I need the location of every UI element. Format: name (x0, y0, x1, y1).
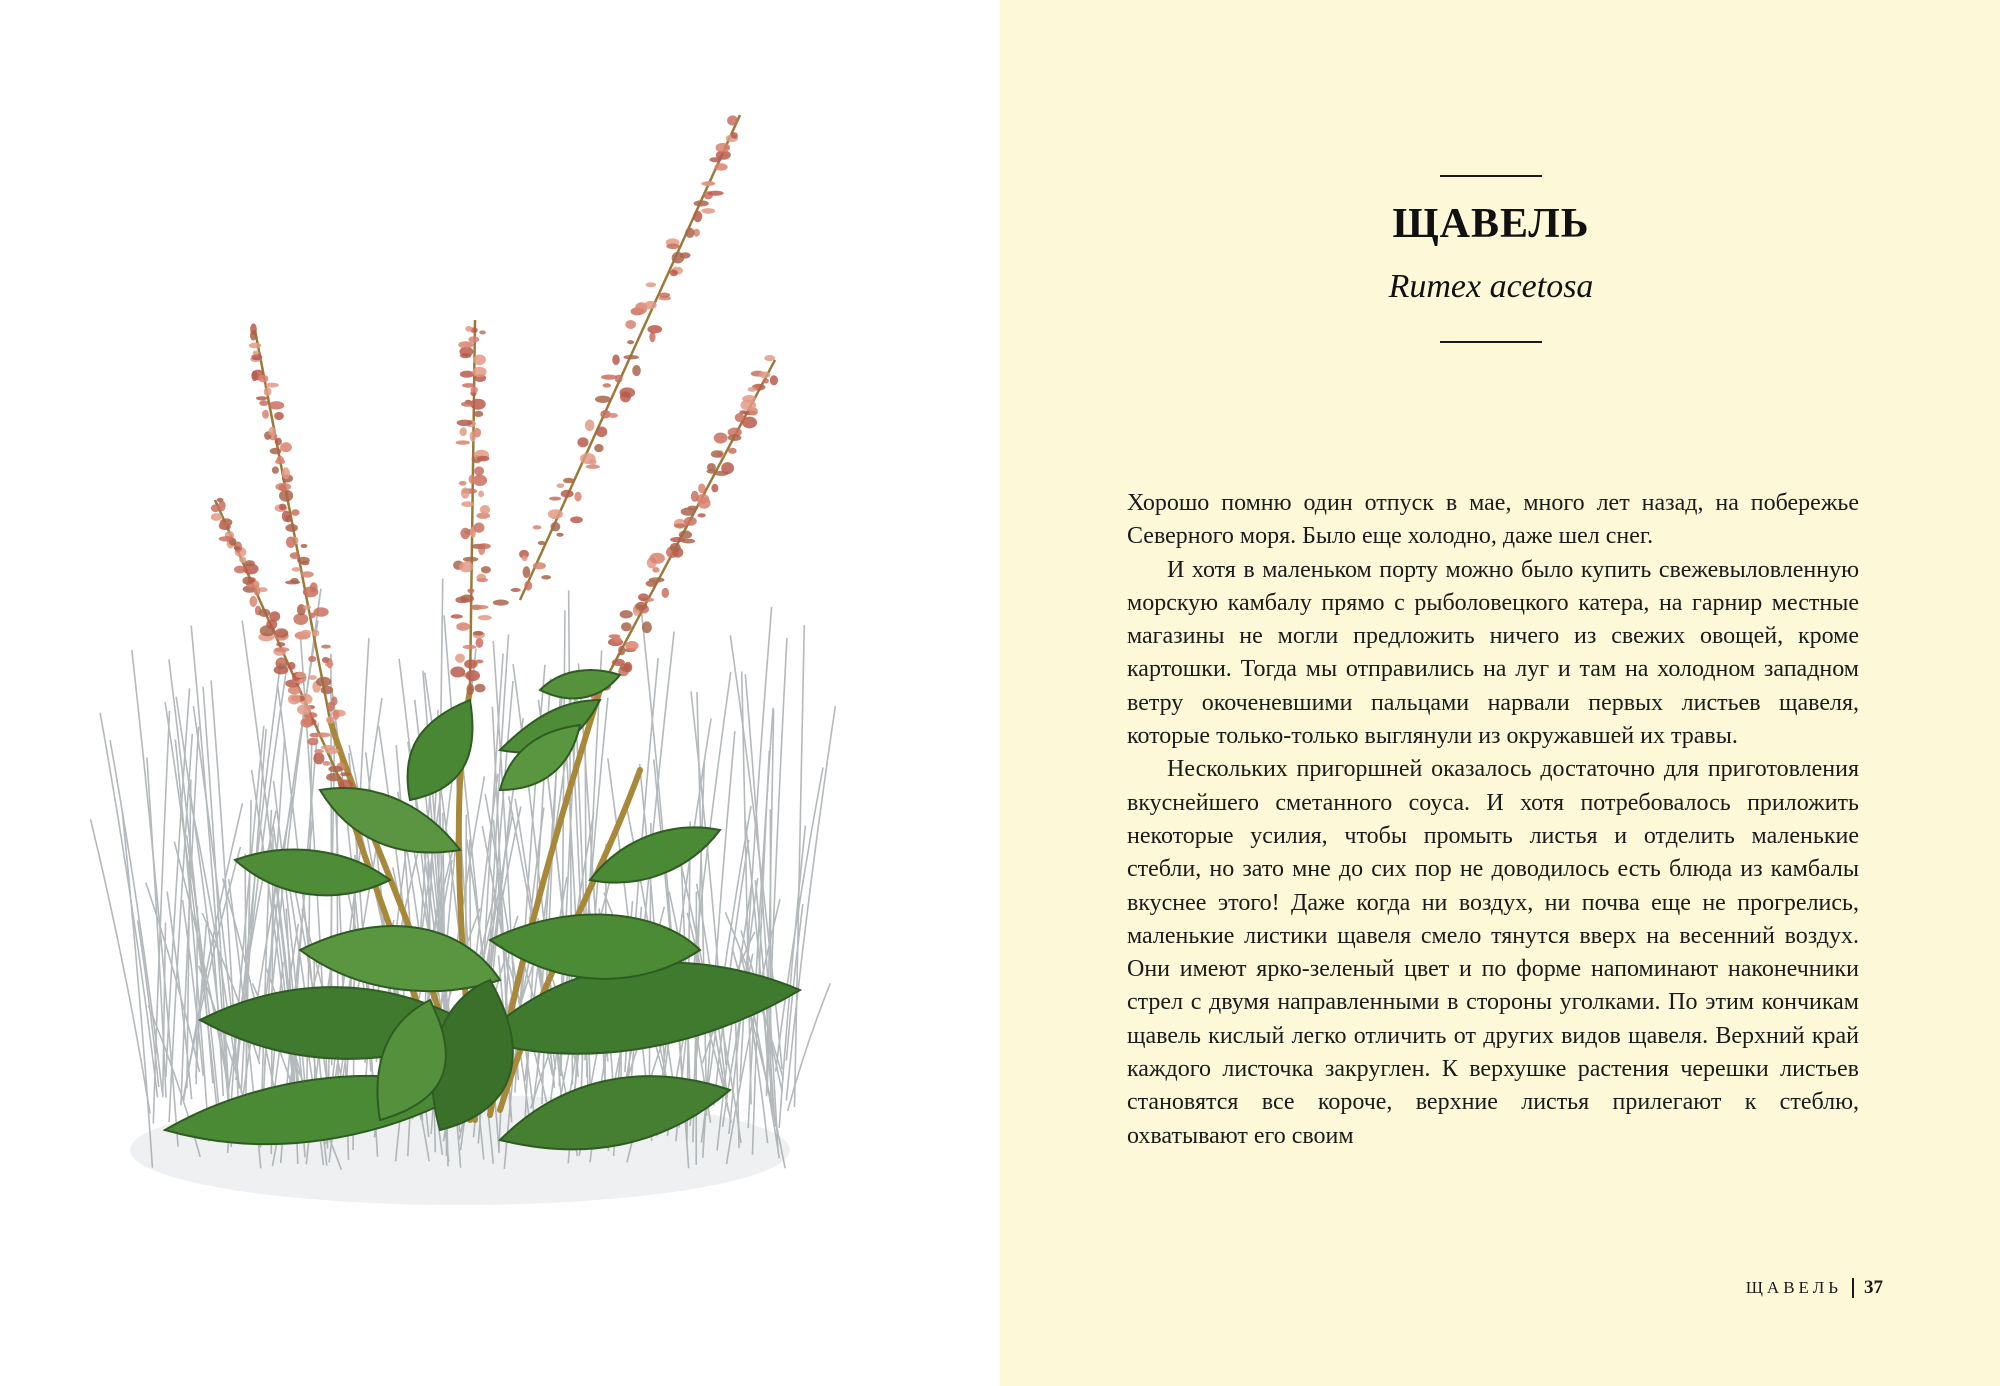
flower-bud (476, 638, 484, 648)
flower-bud (548, 509, 563, 519)
title-rule-top (1440, 175, 1542, 177)
flower-bud (460, 427, 467, 436)
flower-bud (269, 427, 277, 437)
flower-bud (310, 582, 318, 592)
flower-bud (727, 115, 738, 125)
flower-bud (742, 395, 756, 402)
flower-bud (561, 490, 574, 498)
flower-bud (577, 437, 588, 447)
flower-bud (250, 323, 257, 335)
flower-bud (251, 598, 257, 605)
flower-bud (321, 745, 334, 750)
flower-bud (473, 631, 484, 636)
flower-bud (326, 773, 341, 781)
flower-bud (574, 492, 581, 502)
flower-bud (290, 578, 299, 584)
flower-bud (476, 456, 489, 462)
flower-bud (613, 637, 621, 643)
flower-bud (698, 484, 705, 494)
flower-bud (259, 400, 268, 406)
flower-bud (570, 516, 583, 523)
flower-bud (258, 375, 268, 383)
flower-bud (685, 228, 694, 238)
flower-bud (728, 448, 737, 454)
flower-bud (627, 340, 634, 344)
body-text (1127, 487, 1859, 1153)
flower-bud (684, 517, 697, 526)
paragraph: И хотя в маленьком порту можно было купить свежевыловленную морскую камбалу прямо с рыболовецкого катера, на гарнир местные магазины не могли предложить ничего из свежих овощей, кроме картошки. Тогда мы отправились на луг и там на холодном западном ветру окоченевшими пальцами нарвали первых листьев щавеля, которые только-только выглянули из окружавшей их травы. (1127, 556, 1859, 750)
flower-bud (279, 490, 293, 502)
grass-blade (100, 713, 157, 1098)
flower-bud (474, 411, 484, 417)
flower-bud (465, 326, 472, 332)
paragraph: Хорошо помню один отпуск в мае, много лет назад, на побережье Северного моря. Было еще холодно, даже шел снег. (1127, 490, 1859, 550)
flower-bud (473, 355, 486, 366)
flower-bud (314, 607, 329, 617)
flower-bud (459, 561, 474, 572)
flower-bud (282, 511, 291, 522)
flower-bud (219, 536, 234, 541)
flower-bud (333, 710, 340, 720)
flower-bud (595, 396, 611, 403)
flower-bud (249, 343, 261, 349)
flower-bud (662, 588, 669, 598)
flower-bud (321, 686, 334, 695)
flower-bud (473, 428, 481, 438)
flower-bud (461, 488, 469, 499)
flower-bud (694, 200, 709, 206)
flower-bud (244, 560, 254, 566)
flower-bud (549, 497, 561, 501)
page-number: 37 (1864, 1277, 1883, 1298)
flower-bud (687, 506, 698, 511)
flower-bud (608, 413, 618, 418)
flower-bud (563, 478, 574, 484)
leaves (165, 670, 800, 1149)
flower-bud (594, 444, 603, 452)
grass-blade (175, 739, 209, 1141)
flower-bud (296, 672, 306, 678)
flower-bud (312, 630, 319, 637)
flower-bud (253, 351, 260, 355)
flower-bud (763, 378, 769, 383)
flower-bud (307, 738, 318, 746)
flower-bud (262, 410, 269, 419)
flower-bud (269, 401, 285, 409)
flower-bud (635, 602, 647, 611)
flower-bud (286, 537, 296, 548)
flower-bud (474, 523, 485, 533)
flower-bud (478, 615, 492, 620)
flower-bud (450, 667, 465, 678)
flower-bud (601, 375, 617, 380)
flower-bud (288, 694, 301, 704)
flower-bud (646, 282, 657, 287)
flower-bud (470, 387, 478, 393)
flower-bud (274, 647, 289, 652)
flower-bud (647, 325, 662, 333)
flower-bud (314, 749, 323, 753)
flower-bud (735, 413, 745, 422)
flower-bud (285, 524, 298, 532)
flower-bud (670, 270, 678, 277)
flower-bud (282, 467, 290, 479)
flower-bud (523, 566, 531, 578)
flower-bud (239, 557, 246, 563)
flower-bud (764, 355, 775, 361)
flower-bud (666, 244, 679, 250)
flower-bud (672, 252, 685, 264)
flower-bud (457, 420, 473, 426)
flower-bud (211, 504, 220, 512)
flower-bud (480, 505, 490, 514)
flower-bud (297, 557, 310, 564)
flower-bud (698, 513, 706, 517)
flower-bud (219, 522, 228, 528)
flower-bud (316, 677, 331, 687)
flower-bud (748, 387, 757, 392)
flower-bud (272, 466, 279, 473)
flower-bud (321, 645, 331, 649)
flower-bud (649, 577, 665, 582)
flower-bud (659, 293, 670, 298)
flower-bud (234, 566, 246, 574)
flower-bud (477, 543, 491, 549)
flower-bud (279, 484, 286, 491)
flower-bud (211, 513, 222, 521)
flower-bud (715, 163, 728, 170)
flower-bud (693, 211, 702, 222)
flower-bud (269, 611, 280, 621)
flower-bud (315, 733, 331, 738)
flower-bud (533, 562, 546, 569)
title-rule-bottom (1440, 341, 1542, 343)
flower-bud (459, 481, 467, 486)
flower-bud (256, 396, 268, 400)
flower-bud (708, 191, 724, 196)
flower-bud (711, 484, 718, 493)
flower-bud (586, 465, 600, 469)
flower-bud (472, 367, 486, 377)
flower-bud (493, 600, 509, 606)
grass-blade (779, 826, 805, 1128)
flower-bud (301, 571, 314, 577)
flower-bud (467, 588, 474, 593)
flower-spikes (211, 115, 778, 791)
flower-bud (644, 301, 656, 309)
flower-bud (670, 543, 681, 552)
flower-bud (728, 434, 742, 441)
flower-bud (276, 456, 283, 463)
flower-bud (691, 491, 699, 502)
flower-bud (585, 420, 595, 432)
flower-bud (632, 365, 641, 376)
flower-bud (716, 143, 730, 153)
flower-bud (720, 438, 727, 443)
flower-bud (460, 595, 474, 603)
flower-bud (328, 766, 343, 772)
flower-bud (217, 498, 224, 503)
flower-bud (603, 383, 611, 387)
flower-bud (297, 704, 311, 715)
right-page (1000, 0, 2000, 1386)
grass-blade (776, 767, 823, 1071)
flower-bud (264, 387, 272, 396)
flower-bud (456, 440, 470, 444)
flower-bud (463, 645, 477, 649)
flower-bud (460, 371, 474, 378)
grass-blade (786, 904, 802, 1060)
flower-bud (279, 504, 286, 511)
flower-bud (770, 375, 778, 385)
flower-bud (625, 641, 638, 651)
flower-bud (511, 588, 521, 592)
flower-bud (721, 462, 734, 474)
flower-bud (251, 354, 262, 360)
flower-bud (674, 524, 687, 528)
flower-bud (580, 453, 596, 464)
flower-bud (481, 566, 491, 573)
flower-bud (277, 658, 286, 663)
footer-divider (1852, 1278, 1854, 1298)
flower-bud (322, 657, 329, 663)
flower-bud (288, 662, 296, 670)
page-footer (1746, 1277, 1883, 1299)
flower-bud (251, 371, 257, 381)
flower-bud (624, 662, 633, 673)
flower-bud (276, 642, 285, 647)
flower-bud (456, 622, 470, 630)
flower-bud (679, 531, 692, 539)
flower-bud (556, 533, 563, 537)
flower-bud (451, 614, 463, 618)
flower-bud (620, 610, 633, 618)
flower-bud (711, 450, 723, 458)
flower-bud (557, 483, 565, 488)
flower-bud (460, 528, 470, 539)
flower-bud (731, 132, 738, 139)
latin-name: Rumex acetosa (1388, 268, 1594, 305)
flower-bud (524, 581, 532, 591)
flower-bud (461, 402, 474, 407)
flower-bud (638, 593, 649, 601)
flower-bud (331, 696, 337, 705)
flower-bud (650, 553, 665, 564)
flower-bud (551, 522, 561, 531)
flower-bud (620, 391, 631, 402)
flower-bud (292, 567, 301, 572)
flower-bud (533, 525, 542, 529)
flower-bud (259, 609, 271, 617)
flower-bud (308, 656, 316, 662)
flower-bud (301, 630, 311, 636)
flower-bud (308, 675, 317, 680)
grass-blade (794, 625, 804, 1107)
flower-bud (478, 491, 484, 498)
flower-bud (701, 208, 715, 214)
flower-bud (461, 501, 474, 507)
flower-bud (469, 475, 476, 484)
flower-bud (474, 466, 484, 475)
flower-bud (759, 372, 771, 379)
grass-blade (110, 740, 162, 1094)
flower-bud (467, 684, 475, 695)
flower-bud (247, 577, 255, 582)
flower-bud (596, 427, 608, 438)
flower-bud (323, 761, 331, 766)
flower-bud (290, 552, 300, 559)
running-head: ЩАВЕЛЬ (1745, 1278, 1842, 1297)
flower-bud (313, 752, 324, 764)
flower-bud (541, 575, 551, 579)
flower-bud (458, 341, 473, 348)
flower-bud (340, 772, 351, 776)
flower-bud (303, 605, 311, 610)
flower-bud (623, 355, 639, 359)
flower-bud (475, 660, 484, 664)
plant-title: ЩАВЕЛЬ (1392, 201, 1590, 247)
flower-bud (274, 412, 284, 420)
flower-bud (266, 383, 279, 388)
flower-bud (477, 578, 489, 582)
flower-bud (522, 555, 528, 561)
flower-bud (621, 622, 632, 631)
flower-bud (475, 684, 486, 693)
flower-bud (455, 654, 465, 663)
flower-bud (291, 509, 299, 516)
flower-bud (625, 320, 636, 329)
flower-bud (463, 557, 478, 562)
flower-bud (479, 330, 486, 334)
flower-bud (234, 546, 241, 550)
flower-bud (701, 181, 715, 186)
flower-bud (612, 355, 620, 366)
flower-bud (280, 442, 292, 452)
flower-bud (612, 659, 625, 666)
flower-bud (270, 448, 282, 455)
paragraph: Нескольких пригоршней оказалось достаточно для приготовления вкуснейшего сметанного соуса. И хотя потребовалось приложить некоторые усилия, чтобы промыть листья и отделить маленькие стебли, но зато мне до сих пор не доводилось есть блюда из камбалы вкуснее этого! Даже когда ни воздух, ни почва еще не прогрелись, маленькие листики щавеля смело тянутся вверх на весенний воздух. Они имеют ярко-зеленый цвет и по форме напоминают наконечники стрел с двумя направленными в стороны уголками. По этим кончикам щавель кислый легко отличить от других видов щавеля. Верхний край каждого листочка закруглен. К верхушке растения черешки листьев становятся все короче, верхние листья прилегают к стеблю, охватывают его своим (1127, 756, 1859, 1149)
flower-bud (301, 544, 308, 548)
flower-bud (707, 463, 716, 471)
flower-bud (473, 605, 488, 609)
flower-bud (538, 541, 546, 545)
grass-blade (786, 706, 835, 1100)
flower-bud (465, 670, 480, 681)
flower-bud (642, 621, 652, 633)
